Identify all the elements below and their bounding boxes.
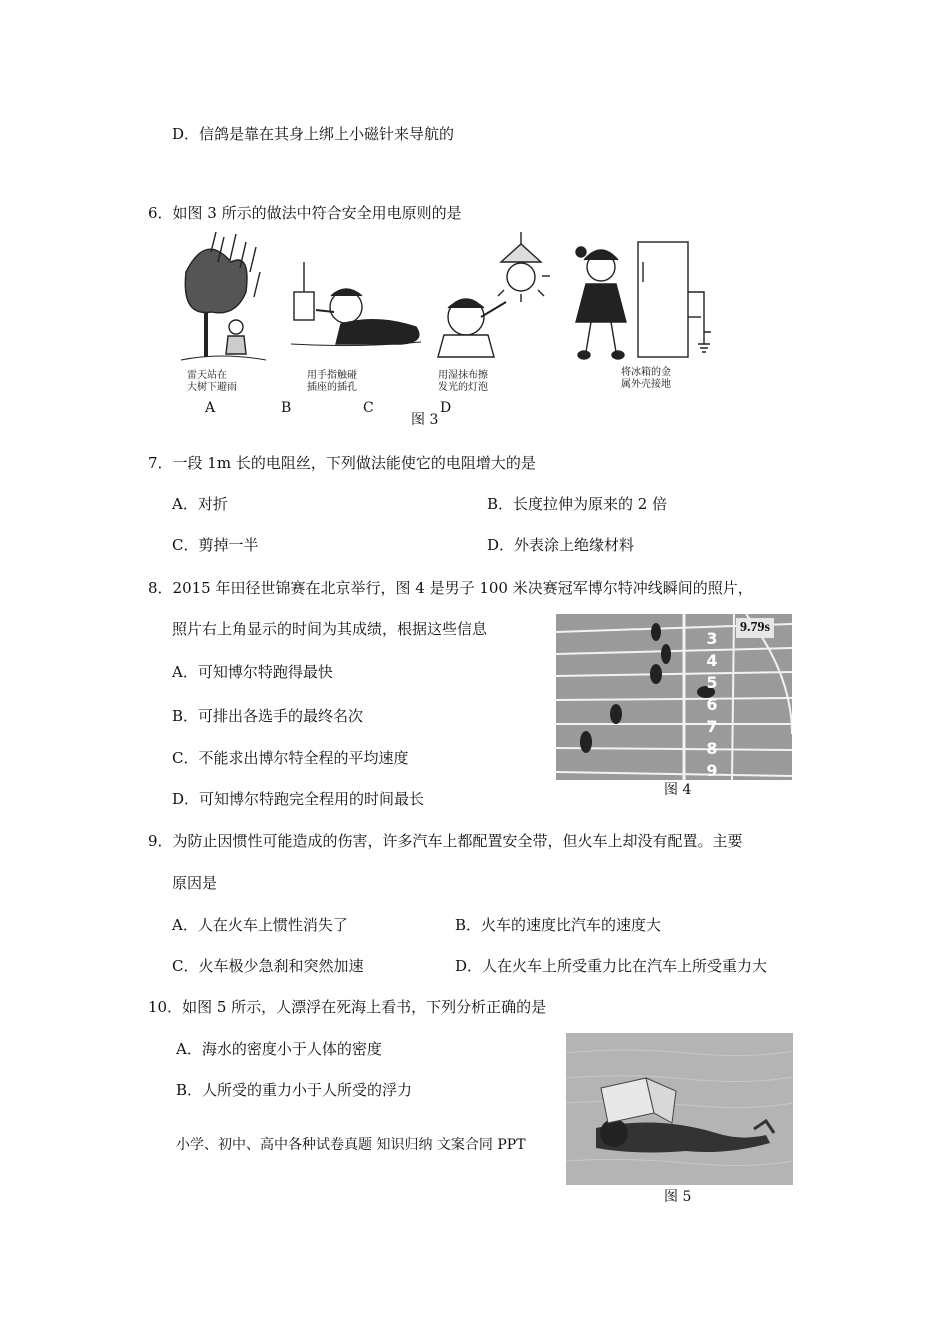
q9-stem-line2: 原因是 bbox=[172, 874, 218, 892]
q9-option-c: C．火车极少急刹和突然加速 bbox=[172, 957, 364, 975]
panel-c-drawing bbox=[438, 232, 550, 357]
footer-note: 小学、初中、高中各种试卷真题 知识归纳 文案合同 PPT bbox=[176, 1137, 526, 1153]
q7-option-d: D．外表涂上绝缘材料 bbox=[487, 536, 635, 554]
q10-option-b: B．人所受的重力小于人所受的浮力 bbox=[176, 1081, 413, 1099]
panel-b-drawing bbox=[291, 262, 421, 346]
q9-option-a: A．人在火车上惯性消失了 bbox=[172, 916, 348, 934]
q7-option-a: A．对折 bbox=[172, 495, 228, 513]
figure-5-caption: 图 5 bbox=[664, 1189, 692, 1205]
panel-c-letter: C bbox=[363, 400, 374, 416]
panel-b-text-1: 用手指触碰 bbox=[307, 370, 357, 381]
q7-option-c: C．剪掉一半 bbox=[172, 536, 259, 554]
q9-option-d: D．人在火车上所受重力比在汽车上所受重力大 bbox=[455, 957, 768, 975]
panel-b-text-2: 插座的插孔 bbox=[307, 382, 357, 393]
panel-d-text-2: 属外壳接地 bbox=[621, 379, 671, 390]
lane-numbers bbox=[690, 628, 734, 780]
lane-3: 3 bbox=[706, 629, 718, 648]
panel-b-letter: B bbox=[281, 400, 292, 416]
q8-option-a: A．可知博尔特跑得最快 bbox=[172, 663, 333, 681]
lane-6: 6 bbox=[706, 695, 718, 714]
q8-stem-line1: 8．2015 年田径世锦赛在北京举行，图 4 是男子 100 米决赛冠军博尔特冲线瞬间的照片， bbox=[148, 579, 753, 597]
panel-a-letter: A bbox=[205, 400, 216, 416]
figure-5-photo bbox=[566, 1033, 793, 1185]
panel-a-text-2: 大树下避雨 bbox=[187, 382, 237, 393]
lane-7: 7 bbox=[706, 717, 718, 736]
panel-d-letter: D bbox=[440, 400, 452, 416]
figure-4-caption: 图 4 bbox=[664, 782, 692, 798]
q6-stem: 6．如图 3 所示的做法中符合安全用电原则的是 bbox=[148, 204, 462, 222]
panel-c-text-1: 用湿抹布擦 bbox=[438, 370, 488, 381]
q7-stem: 7．一段 1m 长的电阻丝，下列做法能使它的电阻增大的是 bbox=[148, 454, 536, 472]
race-time-display: 9.79s bbox=[736, 618, 774, 638]
panel-c-text-2: 发光的灯泡 bbox=[438, 382, 488, 393]
q8-option-c: C．不能求出博尔特全程的平均速度 bbox=[172, 749, 409, 767]
panel-a-text-1: 雷天站在 bbox=[187, 370, 227, 381]
lane-8: 8 bbox=[706, 739, 718, 758]
q8-stem-line2: 照片右上角显示的时间为其成绩，根据这些信息 bbox=[172, 620, 488, 638]
panel-d-drawing bbox=[576, 242, 711, 359]
q10-stem: 10．如图 5 所示，人漂浮在死海上看书，下列分析正确的是 bbox=[148, 998, 547, 1016]
q10-option-a: A．海水的密度小于人体的密度 bbox=[176, 1040, 382, 1058]
q7-option-b: B．长度拉伸为原来的 2 倍 bbox=[487, 495, 668, 513]
figure-3-caption: 图 3 bbox=[411, 412, 439, 428]
q8-option-d: D．可知博尔特跑完全程用的时间最长 bbox=[172, 790, 425, 808]
q8-option-b: B．可排出各选手的最终名次 bbox=[172, 707, 364, 725]
q9-option-b: B．火车的速度比汽车的速度大 bbox=[455, 916, 662, 934]
q5-option-d: D．信鸽是靠在其身上绑上小磁针来导航的 bbox=[172, 125, 455, 143]
panel-d-text-1: 将冰箱的金 bbox=[621, 367, 671, 378]
lane-9: 9 bbox=[706, 761, 718, 780]
lane-4: 4 bbox=[706, 651, 718, 670]
lane-5: 5 bbox=[706, 673, 718, 692]
q9-stem-line1: 9．为防止因惯性可能造成的伤害，许多汽车上都配置安全带，但火车上却没有配置。主要 bbox=[148, 832, 743, 850]
figure-4-photo bbox=[556, 614, 792, 780]
panel-a-drawing bbox=[181, 232, 266, 360]
